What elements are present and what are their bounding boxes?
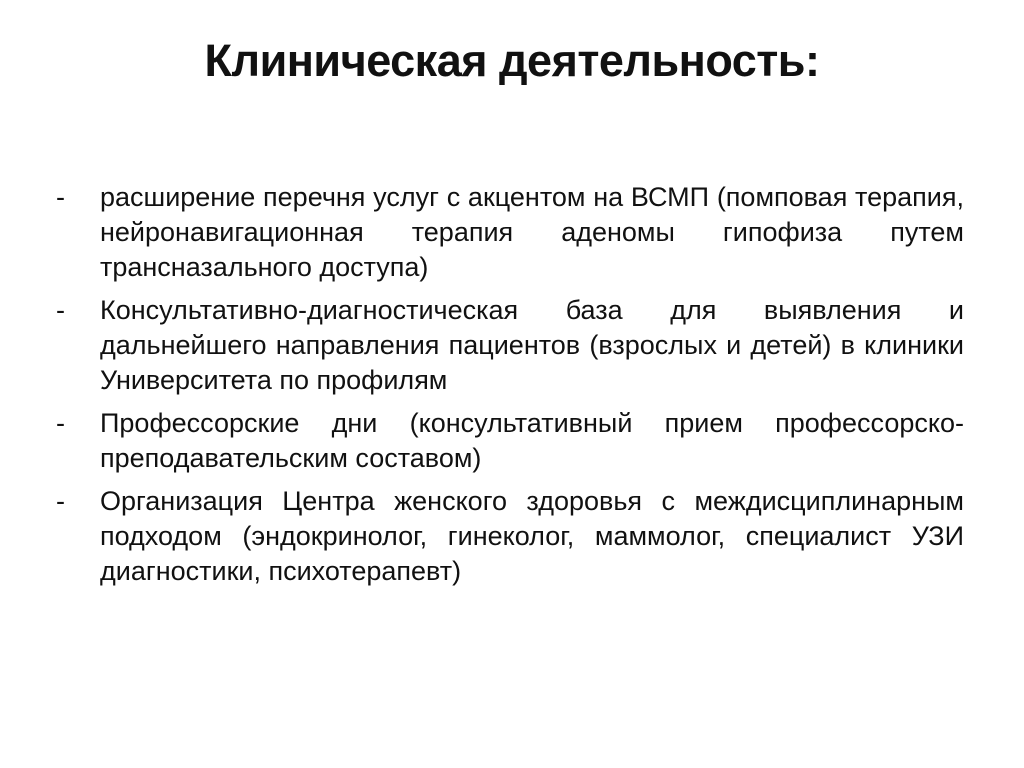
list-item-text: расширение перечня услуг с акцентом на ВСМП (помповая терапия, нейронавигационная терапия аденомы гипофиза путем трансназального доступа): [100, 182, 964, 282]
list-item-text: Консультативно-диагностическая база для выявления и дальнейшего направления пациентов (взрослых и детей) в клиники Университета по профилям: [100, 295, 964, 395]
bullet-marker: -: [56, 486, 65, 516]
slide-title: Клиническая деятельность:: [204, 35, 820, 86]
list-item: [56, 406, 964, 476]
list-item-text: Организация Центра женского здоровья с междисциплинарным подходом (эндокринолог, гинеколог, маммолог, специалист УЗИ диагностики, психотерапевт): [100, 486, 964, 586]
list-item: [56, 293, 964, 398]
list-item-text: Профессорские дни (консультативный прием профессорско-преподавательским составом): [100, 408, 964, 473]
bullet-marker: -: [56, 408, 65, 438]
list-item: [56, 484, 964, 589]
bullet-marker: -: [56, 182, 65, 212]
list-item: [56, 180, 964, 285]
bullet-marker: -: [56, 295, 65, 325]
bullet-list: [56, 180, 964, 597]
